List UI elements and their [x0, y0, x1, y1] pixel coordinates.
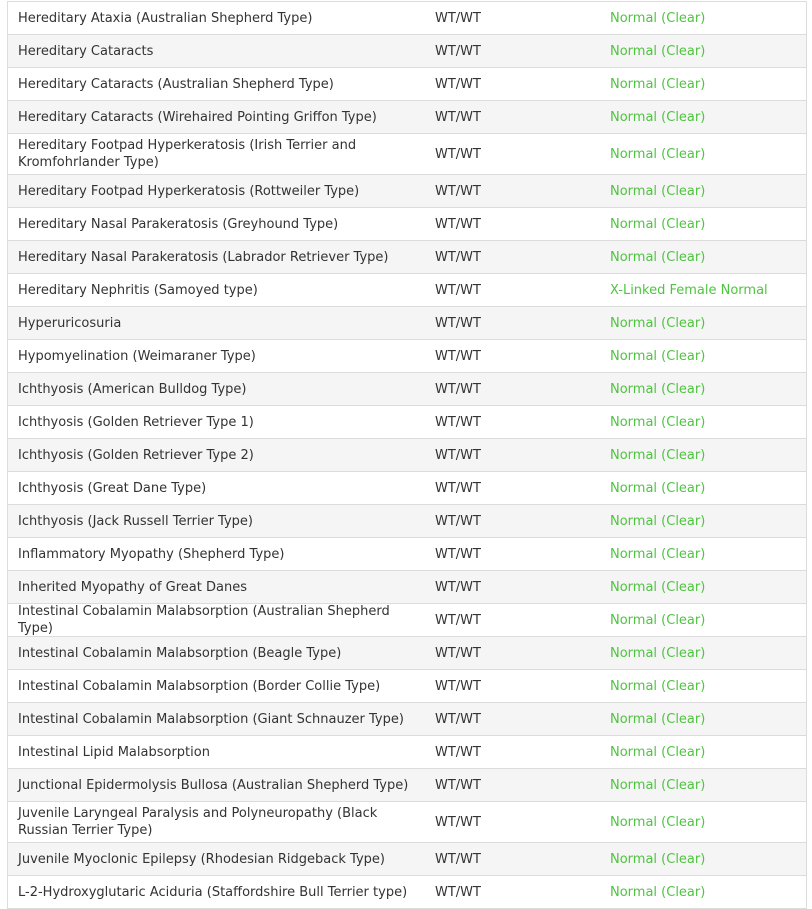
- genotype-value: WT/WT: [435, 348, 481, 364]
- genotype-value: WT/WT: [435, 414, 481, 430]
- table-row: [8, 2, 806, 35]
- genotype-value: WT/WT: [435, 851, 481, 867]
- table-row: [8, 439, 806, 472]
- condition-name: Hereditary Nasal Parakeratosis (Greyhound Type): [18, 216, 339, 232]
- condition-name: Hereditary Footpad Hyperkeratosis (Rottweiler Type): [18, 183, 360, 199]
- genotype-value: WT/WT: [435, 579, 481, 595]
- condition-name: Intestinal Cobalamin Malabsorption (Australian Shepherd Type): [18, 604, 390, 636]
- condition-name: Hereditary Cataracts (Australian Shepherd Type): [18, 76, 334, 92]
- genotype-value: WT/WT: [435, 678, 481, 694]
- condition-name: Hereditary Ataxia (Australian Shepherd Type): [18, 10, 313, 26]
- condition-name: Intestinal Cobalamin Malabsorption (Beagle Type): [18, 645, 342, 661]
- genotype-value: WT/WT: [435, 645, 481, 661]
- result-status: Normal (Clear): [610, 381, 706, 397]
- condition-name: Ichthyosis (Golden Retriever Type 1): [18, 414, 254, 430]
- genetic-results-table: [7, 1, 807, 909]
- table-row: [8, 736, 806, 769]
- table-row: [8, 175, 806, 208]
- genotype-value: WT/WT: [435, 447, 481, 463]
- condition-name: Hereditary Cataracts (Wirehaired Pointing Griffon Type): [18, 109, 377, 125]
- result-status: Normal (Clear): [610, 348, 706, 364]
- table-row: [8, 373, 806, 406]
- condition-name: Inherited Myopathy of Great Danes: [18, 579, 247, 595]
- result-status: Normal (Clear): [610, 546, 706, 562]
- result-status: Normal (Clear): [610, 216, 706, 232]
- condition-name: Ichthyosis (Golden Retriever Type 2): [18, 447, 254, 463]
- genotype-value: WT/WT: [435, 109, 481, 125]
- result-status: Normal (Clear): [610, 612, 706, 628]
- result-status: Normal (Clear): [610, 814, 706, 830]
- table-row: [8, 604, 806, 637]
- genotype-value: WT/WT: [435, 884, 481, 900]
- genotype-value: WT/WT: [435, 381, 481, 397]
- table-row: [8, 472, 806, 505]
- condition-name: Hereditary Nasal Parakeratosis (Labrador Retriever Type): [18, 249, 389, 265]
- table-row: [8, 406, 806, 439]
- genotype-value: WT/WT: [435, 183, 481, 199]
- result-status: Normal (Clear): [610, 146, 706, 162]
- result-status: X-Linked Female Normal: [610, 282, 768, 298]
- condition-name: Hereditary Cataracts: [18, 43, 154, 59]
- table-row: [8, 241, 806, 274]
- genotype-value: WT/WT: [435, 612, 481, 628]
- condition-name: Juvenile Myoclonic Epilepsy (Rhodesian Ridgeback Type): [18, 851, 385, 867]
- table-row: [8, 307, 806, 340]
- table-row: [8, 35, 806, 68]
- table-row: [8, 703, 806, 736]
- table-row: [8, 876, 806, 909]
- genotype-value: WT/WT: [435, 43, 481, 59]
- condition-name: Intestinal Cobalamin Malabsorption (Border Collie Type): [18, 678, 381, 694]
- result-status: Normal (Clear): [610, 851, 706, 867]
- table-row: [8, 571, 806, 604]
- condition-name: Hereditary Nephritis (Samoyed type): [18, 282, 258, 298]
- genotype-value: WT/WT: [435, 814, 481, 830]
- result-status: Normal (Clear): [610, 645, 706, 661]
- table-row: [8, 101, 806, 134]
- condition-name: Juvenile Laryngeal Paralysis and Polyneuropathy (Black Russian Terrier Type): [18, 806, 378, 838]
- condition-name: Junctional Epidermolysis Bullosa (Australian Shepherd Type): [18, 777, 409, 793]
- genotype-value: WT/WT: [435, 711, 481, 727]
- result-status: Normal (Clear): [610, 249, 706, 265]
- result-status: Normal (Clear): [610, 711, 706, 727]
- result-status: Normal (Clear): [610, 315, 706, 331]
- result-status: Normal (Clear): [610, 678, 706, 694]
- result-status: Normal (Clear): [610, 183, 706, 199]
- genotype-value: WT/WT: [435, 480, 481, 496]
- condition-name: Hereditary Footpad Hyperkeratosis (Irish Terrier and Kromfohrlander Type): [18, 138, 357, 170]
- condition-name: Intestinal Lipid Malabsorption: [18, 744, 210, 760]
- result-status: Normal (Clear): [610, 109, 706, 125]
- genotype-value: WT/WT: [435, 777, 481, 793]
- result-status: Normal (Clear): [610, 480, 706, 496]
- genotype-value: WT/WT: [435, 216, 481, 232]
- genotype-value: WT/WT: [435, 10, 481, 26]
- genotype-value: WT/WT: [435, 513, 481, 529]
- genotype-value: WT/WT: [435, 249, 481, 265]
- condition-name: L-2-Hydroxyglutaric Aciduria (Staffordshire Bull Terrier type): [18, 884, 408, 900]
- result-status: Normal (Clear): [610, 43, 706, 59]
- table-row: [8, 208, 806, 241]
- result-status: Normal (Clear): [610, 777, 706, 793]
- table-row: [8, 843, 806, 876]
- genotype-value: WT/WT: [435, 282, 481, 298]
- result-status: Normal (Clear): [610, 447, 706, 463]
- genotype-value: WT/WT: [435, 744, 481, 760]
- condition-name: Ichthyosis (Great Dane Type): [18, 480, 207, 496]
- genotype-value: WT/WT: [435, 315, 481, 331]
- condition-name: Hyperuricosuria: [18, 315, 122, 331]
- table-row: [8, 68, 806, 101]
- genotype-value: WT/WT: [435, 76, 481, 92]
- result-status: Normal (Clear): [610, 744, 706, 760]
- table-row: [8, 505, 806, 538]
- genotype-value: WT/WT: [435, 546, 481, 562]
- table-row: [8, 769, 806, 802]
- result-status: Normal (Clear): [610, 10, 706, 26]
- result-status: Normal (Clear): [610, 513, 706, 529]
- result-status: Normal (Clear): [610, 579, 706, 595]
- condition-name: Hypomyelination (Weimaraner Type): [18, 348, 256, 364]
- condition-name: Inflammatory Myopathy (Shepherd Type): [18, 546, 285, 562]
- table-row: [8, 538, 806, 571]
- genotype-value: WT/WT: [435, 146, 481, 162]
- result-status: Normal (Clear): [610, 414, 706, 430]
- result-status: Normal (Clear): [610, 76, 706, 92]
- table-row: [8, 802, 806, 843]
- table-row: [8, 637, 806, 670]
- table-row: [8, 340, 806, 373]
- table-row: [8, 670, 806, 703]
- table-row: [8, 134, 806, 175]
- condition-name: Intestinal Cobalamin Malabsorption (Giant Schnauzer Type): [18, 711, 404, 727]
- table-row: [8, 274, 806, 307]
- condition-name: Ichthyosis (American Bulldog Type): [18, 381, 247, 397]
- result-status: Normal (Clear): [610, 884, 706, 900]
- condition-name: Ichthyosis (Jack Russell Terrier Type): [18, 513, 253, 529]
